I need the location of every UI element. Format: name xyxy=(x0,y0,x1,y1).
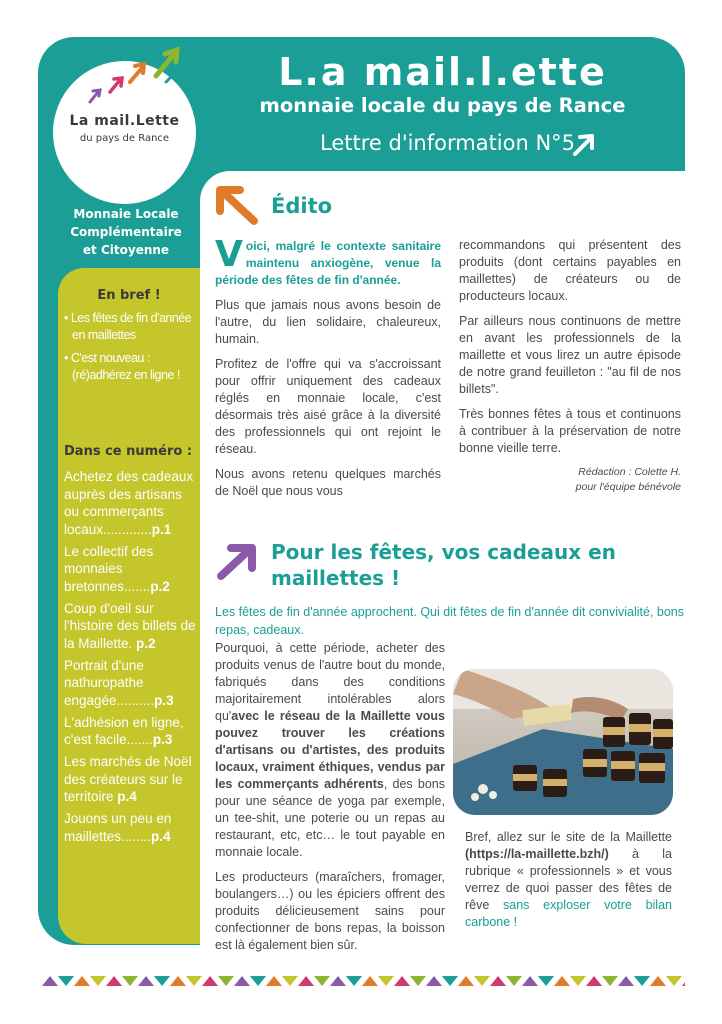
band-triangle xyxy=(346,976,362,986)
contents-item-text: Achetez des cadeaux auprès des artisans ou commerçants locaux............. xyxy=(64,469,194,537)
text-run: Bref, allez sur le site de la Maillette xyxy=(465,830,672,844)
band-triangle xyxy=(90,976,106,986)
article-paragraph xyxy=(465,829,672,931)
band-triangle xyxy=(458,976,474,986)
website-link[interactable]: (https://la-maillette.bzh/) xyxy=(465,847,609,861)
contents-item-text: Coup d'oeil sur l'histoire des billets de la Maillette. xyxy=(64,600,196,651)
dropcap: V xyxy=(215,234,243,275)
band-triangle xyxy=(378,976,394,986)
band-triangle xyxy=(602,976,618,986)
contents-item-page: p.3 xyxy=(154,692,174,708)
band-triangle xyxy=(106,976,122,986)
contents-item[interactable] xyxy=(64,810,196,845)
band-triangle xyxy=(154,976,170,986)
band-triangle xyxy=(122,976,138,986)
band-triangle xyxy=(522,976,538,986)
band-triangle xyxy=(314,976,330,986)
contents-item[interactable] xyxy=(64,600,196,653)
text-run: Pourquoi, à cette période, acheter des produits venus de l'autre bout du monde, fabriqués dans des conditions majoritairement intolérables alors qu' xyxy=(215,641,445,723)
band-triangle xyxy=(570,976,586,986)
contents-item-text: Portrait d'une nathuropathe engagée.......... xyxy=(64,657,155,708)
band-triangle xyxy=(202,976,218,986)
band-triangle xyxy=(586,976,602,986)
band-triangle xyxy=(474,976,490,986)
edito-paragraph: Par ailleurs nous continuons de mettre en avant les professionnels de la maillette et vous lirez un autre épisode de notre grand feuilleton : "au fil de nos billets". xyxy=(459,314,681,396)
article-paragraph xyxy=(215,640,445,861)
band-triangle xyxy=(410,976,426,986)
text-run: , des bons pour une séance de yoga par exemple, un tee-shit, une poterie ou un repas au restaurant, etc, etc… le tout payable en monnaie locale. xyxy=(215,777,445,859)
article-paragraph: Les producteurs (maraîchers, fromager, boulangers…) ou les épiciers offrent des produits délicieusement sains pour confectionner de bons repas, la boisson est là également bien sûr. xyxy=(215,870,445,952)
contents-item-page: p.3 xyxy=(152,732,173,747)
band-triangle xyxy=(554,976,570,986)
band-triangle xyxy=(74,976,90,986)
band-triangle xyxy=(650,976,666,986)
issue-label: Lettre d'information N°5 xyxy=(320,131,576,155)
band-triangle xyxy=(266,976,282,986)
list-item: • C'est nouveau : (ré)adhérez en ligne ! xyxy=(64,351,180,382)
tagline-line: Monnaie Locale xyxy=(73,207,179,221)
contents-title: Dans ce numéro : xyxy=(64,444,193,459)
band-triangle xyxy=(442,976,458,986)
edito-paragraph: Très bonnes fêtes à tous et continuons à contribuer à la préservation de notre bonne vieille terre. xyxy=(459,407,681,455)
logo-title: La mail.Lette xyxy=(69,113,180,129)
article-arrow-icon xyxy=(215,543,259,581)
band-triangle xyxy=(218,976,234,986)
edito-column-left xyxy=(215,234,441,508)
edito-lead-text: oici, malgré le contexte sanitaire maintenu anxiogène, venue la période des fêtes de fin d'année. xyxy=(215,239,441,287)
band-triangle xyxy=(298,976,314,986)
list-item: • Les fêtes de fin d'année en maillettes xyxy=(64,311,192,342)
contents-item-text: Jouons un peu en maillettes........ xyxy=(64,811,172,844)
contents-item-page: p.2 xyxy=(136,635,156,651)
band-triangle xyxy=(234,976,250,986)
band-triangle xyxy=(634,976,650,986)
market-photo xyxy=(453,669,673,815)
contents-item[interactable] xyxy=(64,657,196,710)
band-triangle xyxy=(186,976,202,986)
edito-arrow-icon xyxy=(214,185,260,227)
band-triangle xyxy=(170,976,186,986)
contents-item-text: Les marchés de Noël des créateurs sur le territoire xyxy=(64,754,192,804)
contents-item[interactable] xyxy=(64,753,196,806)
edito-paragraph: recommandons qui présentent des produits (dont certains payables en maillettes) de créateurs ou de producteurs locaux. xyxy=(459,238,681,303)
signature-line: Rédaction : Colette H. xyxy=(578,466,681,478)
contents-item-page: p.1 xyxy=(151,521,172,537)
page-subtitle: monnaie locale du pays de Rance xyxy=(259,94,626,117)
contents-item-page: p.4 xyxy=(151,828,171,844)
contents-item-text: Le collectif des monnaies bretonnes....... xyxy=(64,543,154,594)
contents-item-text: L'adhésion en ligne, c'est facile....... xyxy=(64,714,184,747)
band-triangle xyxy=(426,976,442,986)
band-triangle xyxy=(58,976,74,986)
sidebar-tagline xyxy=(56,205,196,259)
edito-paragraph: Profitez de l'offre qui va s'accroissant pour offrir uniquement des cadeaux réglés en monnaie locale, c'est désormais très aisé grâce à la diversité des professionnels qui ont rejoint le réseau. xyxy=(215,357,441,456)
band-triangle xyxy=(282,976,298,986)
article-column-left xyxy=(215,640,445,962)
text-run-bold: avec le réseau de la Maillette vous pouvez trouver les créations d'artisans ou d'artistes, des produits locaux, vraiment éthiques, vendus par les commerçants adhérents xyxy=(215,709,445,791)
band-triangle xyxy=(42,976,58,986)
edito-title: Édito xyxy=(271,194,333,218)
band-triangle xyxy=(682,976,685,986)
band-triangle xyxy=(330,976,346,986)
article-column-right xyxy=(465,829,672,939)
tagline-line: Complémentaire xyxy=(70,225,182,239)
contents-item[interactable] xyxy=(64,468,196,538)
contents-item[interactable] xyxy=(64,543,196,596)
article-intro: Les fêtes de fin d'année approchent. Qui dit fêtes de fin d'année dit convivialité, bons repas, cadeaux. xyxy=(215,605,684,637)
band-triangle xyxy=(538,976,554,986)
logo-subtitle: du pays de Rance xyxy=(79,133,170,144)
arrow-icon xyxy=(570,131,598,159)
band-triangle xyxy=(666,976,682,986)
contents-list xyxy=(64,468,196,850)
band-triangle xyxy=(250,976,266,986)
band-triangle xyxy=(394,976,410,986)
inbrief-title: En bref ! xyxy=(97,288,161,303)
edito-lead xyxy=(215,234,441,289)
contents-item[interactable] xyxy=(64,714,196,749)
contents-item-page: p.4 xyxy=(117,789,137,804)
signature xyxy=(459,465,681,495)
edito-paragraph: Plus que jamais nous avons besoin de l'autre, du lien solidaire, chaleureux, humain. xyxy=(215,298,441,346)
article-title: Pour les fêtes, vos cadeaux en maillettes ! xyxy=(271,540,616,590)
band-triangle xyxy=(490,976,506,986)
logo-arrows-icon xyxy=(70,46,190,116)
text-run: à la rubrique « professionnels » et vous verrez de quoi passer des fêtes de rêve xyxy=(465,847,672,912)
band-triangle xyxy=(506,976,522,986)
inbrief-list xyxy=(64,310,196,390)
edito-paragraph: Nous avons retenu quelques marchés de Noël que nous vous xyxy=(215,467,441,498)
band-triangle xyxy=(138,976,154,986)
signature-line: pour l'équipe bénévole xyxy=(575,481,681,493)
text-run-highlight: sans exploser votre bilan carbone ! xyxy=(465,898,672,929)
band-triangle xyxy=(362,976,378,986)
tagline-line: et Citoyenne xyxy=(82,243,170,257)
edito-column-right xyxy=(459,237,681,495)
band-triangle xyxy=(618,976,634,986)
contents-item-page: p.2 xyxy=(150,578,170,594)
page-title: L.a mail.l.ette xyxy=(278,50,607,94)
decorative-band xyxy=(42,976,685,986)
